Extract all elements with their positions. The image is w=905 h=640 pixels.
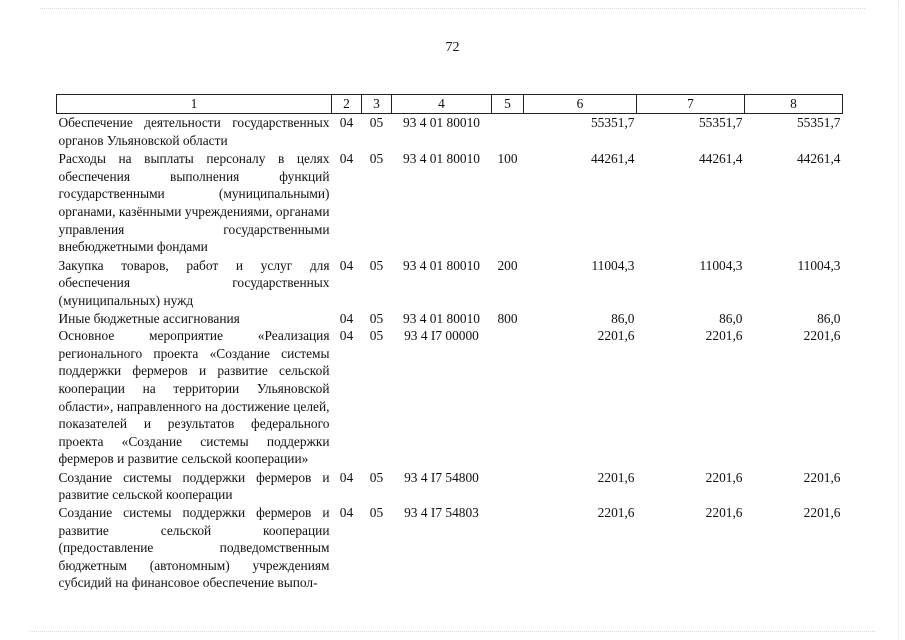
row-name: Основное мероприятие «Реализация регионального проекта «Создание системы поддержки фермеров и развитие сельской кооперации на территории Ульяновской области», направленного на достижение целей, показателей и результатов федерального проекта «Создание системы поддержки фермеров и развитие сельской кооперации» [58,328,330,467]
scan-edge-top [40,8,865,9]
header-col-3: 3 [362,95,392,114]
row-value-6: 55351,7 [590,115,635,130]
row-name: Создание системы поддержки фермеров и развитие сельской кооперации (предоставление подведомственным бюджетным (автономным) учреждениям субсидий на финансовое обеспечение выпол- [58,505,330,591]
row-value-7: 86,0 [719,310,743,326]
row-rz: 04 [339,115,354,130]
row-csr: 93 4 01 80010 [403,257,480,273]
row-value-6: 44261,4 [590,151,635,167]
row-rz: 04 [339,328,354,344]
row-csr: 93 4 01 80010 [403,151,480,167]
row-vr [492,504,524,592]
header-col-7: 7 [637,95,745,114]
row-csr: 93 4 I7 54800 [404,469,479,485]
row-csr: 93 4 01 80010 [403,115,480,130]
row-name: Создание системы поддержки фермеров и развитие сельской кооперации [58,469,330,503]
table-row [57,327,843,468]
row-pr: 05 [369,151,384,167]
row-csr: 93 4 I7 54803 [404,505,479,521]
row-value-7: 55351,7 [698,115,743,130]
row-value-6: 2201,6 [597,328,635,344]
row-vr: 100 [497,151,518,167]
row-value-6: 2201,6 [597,469,635,485]
header-col-2: 2 [332,95,362,114]
row-value-8: 86,0 [817,310,841,326]
row-value-6: 86,0 [611,310,635,326]
page-number: 72 [445,40,460,55]
table-row [57,114,843,150]
row-name: Обеспечение деятельности государственных органов Ульяновской области [58,115,330,148]
row-pr: 05 [369,469,384,485]
row-value-8: 2201,6 [803,505,841,521]
row-rz: 04 [339,151,354,167]
row-pr: 05 [369,505,384,521]
row-value-8: 11004,3 [797,257,841,273]
row-pr: 05 [369,310,384,326]
row-value-7: 2201,6 [705,469,743,485]
budget-table [56,94,843,592]
row-csr: 93 4 I7 00000 [404,328,479,344]
table-row [57,504,843,592]
header-col-8: 8 [745,95,843,114]
row-name: Закупка товаров, работ и услуг для обеспечения государственных (муниципальных) нужд [58,257,330,308]
row-vr: 200 [497,257,518,273]
row-value-8: 2201,6 [803,469,841,485]
row-value-6: 11004,3 [591,257,635,273]
scan-edge-bottom [30,631,875,632]
header-col-4: 4 [392,95,492,114]
header-col-5: 5 [492,95,524,114]
row-vr [492,327,524,468]
row-value-7: 2201,6 [705,505,743,521]
table-row [57,468,843,504]
row-pr: 05 [369,257,384,273]
scan-edge-right [898,0,899,640]
row-rz: 04 [339,310,354,326]
row-rz: 04 [339,257,354,273]
row-value-8: 44261,4 [796,151,841,167]
row-name: Иные бюджетные ассигнования [58,310,240,326]
header-col-1: 1 [57,95,332,114]
row-name: Расходы на выплаты персоналу в целях обеспечения выполнения функций государственными (муниципальными) органами, казёнными учреждениями, органами управления государственными внебюджетными фондами [58,151,330,255]
row-rz: 04 [339,505,354,521]
row-value-7: 44261,4 [698,151,743,167]
row-rz: 04 [339,469,354,485]
header-col-6: 6 [524,95,637,114]
row-value-8: 55351,7 [796,115,841,130]
row-csr: 93 4 01 80010 [403,310,480,326]
table-row [57,149,843,256]
row-value-8: 2201,6 [803,328,841,344]
row-value-7: 2201,6 [705,328,743,344]
table-row [57,256,843,310]
row-pr: 05 [369,328,384,344]
row-vr: 800 [497,310,518,326]
row-vr [492,114,524,150]
row-value-7: 11004,3 [699,257,743,273]
header-row [57,95,843,114]
table-row [57,310,843,328]
row-value-6: 2201,6 [597,505,635,521]
row-vr [492,468,524,504]
row-pr: 05 [369,115,384,130]
